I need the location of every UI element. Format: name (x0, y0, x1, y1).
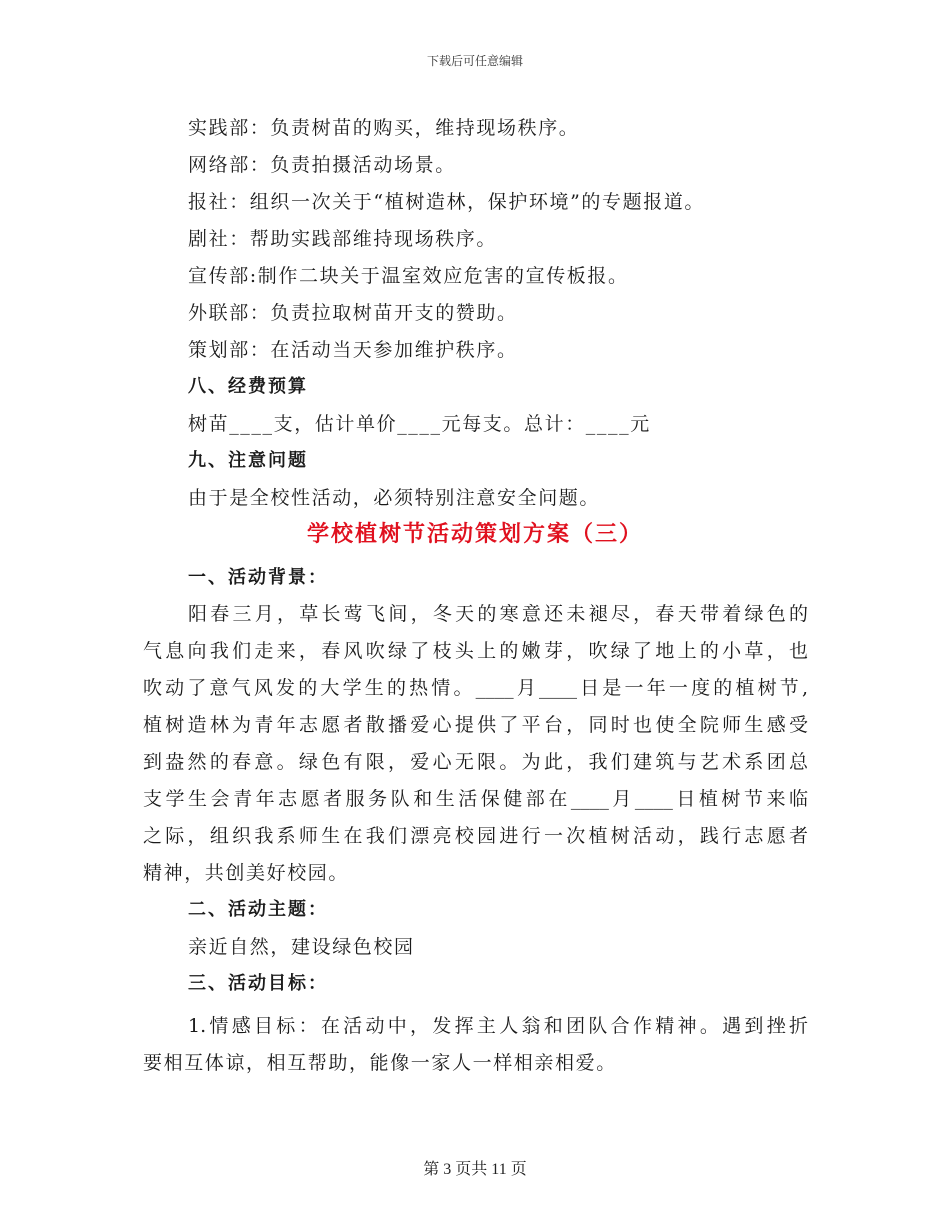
paragraph-line: 外联部：负责拉取树苗开支的赞助。 (188, 302, 518, 324)
paragraph-line: 支学生会青年志愿者服务队和生活保健部在____月____日植树节来临 (143, 788, 808, 810)
section-heading: 八、经费预算 (188, 376, 308, 397)
paragraph-line: 由于是全校性活动，必须特别注意安全问题。 (188, 487, 601, 509)
page-header: 下载后可任意编辑 (426, 54, 523, 68)
paragraph-line: 吹动了意气风发的大学生的热情。____月____日是一年一度的植树节, (143, 677, 808, 699)
section-heading: 二、活动主题： (188, 899, 328, 920)
paragraph-line: 剧社：帮助实践部维持现场秩序。 (188, 228, 498, 250)
page-footer: 第 3 页共 11 页 (423, 1161, 527, 1178)
paragraph-line: 要相互体谅，相互帮助，能像一家人一样相亲相爱。 (143, 1052, 617, 1074)
section-heading: 一、活动背景： (188, 567, 328, 588)
paragraph-line: 树苗____支，估计单价____元每支。总计：____元 (188, 413, 651, 435)
paragraph-line: 气息向我们走来，春风吹绿了枝头上的嫩芽，吹绿了地上的小草，也 (143, 640, 808, 662)
paragraph-line: 策划部：在活动当天参加维护秩序。 (188, 339, 518, 361)
paragraph-line: 报社：组织一次关于“植树造林，保护环境”的专题报道。 (188, 191, 706, 213)
paragraph-line: 网络部：负责拍摄活动场景。 (188, 154, 456, 176)
document-title: 学校植树节活动策划方案（三） (306, 522, 643, 547)
section-heading: 九、注意问题 (188, 450, 308, 471)
paragraph-line: 精神，共创美好校园。 (143, 862, 350, 884)
paragraph-line: 到盎然的春意。绿色有限，爱心无限。为此，我们建筑与艺术系团总 (143, 751, 808, 773)
paragraph-line: 阳春三月，草长莺飞间，冬天的寒意还未褪尽，春天带着绿色的 (188, 603, 808, 625)
section-heading: 三、活动目标： (188, 973, 328, 994)
paragraph-line: 1.情感目标：在活动中，发挥主人翁和团队合作精神。遇到挫折 (188, 1015, 808, 1037)
paragraph-line: 实践部：负责树苗的购买，维持现场秩序。 (188, 117, 580, 139)
paragraph-line: 宣传部:制作二块关于温室效应危害的宣传板报。 (188, 265, 629, 287)
paragraph-line: 亲近自然，建设绿色校园 (188, 936, 415, 958)
paragraph-line: 之际，组织我系师生在我们漂亮校园进行一次植树活动，践行志愿者 (143, 825, 808, 847)
paragraph-line: 植树造林为青年志愿者散播爱心提供了平台，同时也使全院师生感受 (143, 714, 808, 736)
